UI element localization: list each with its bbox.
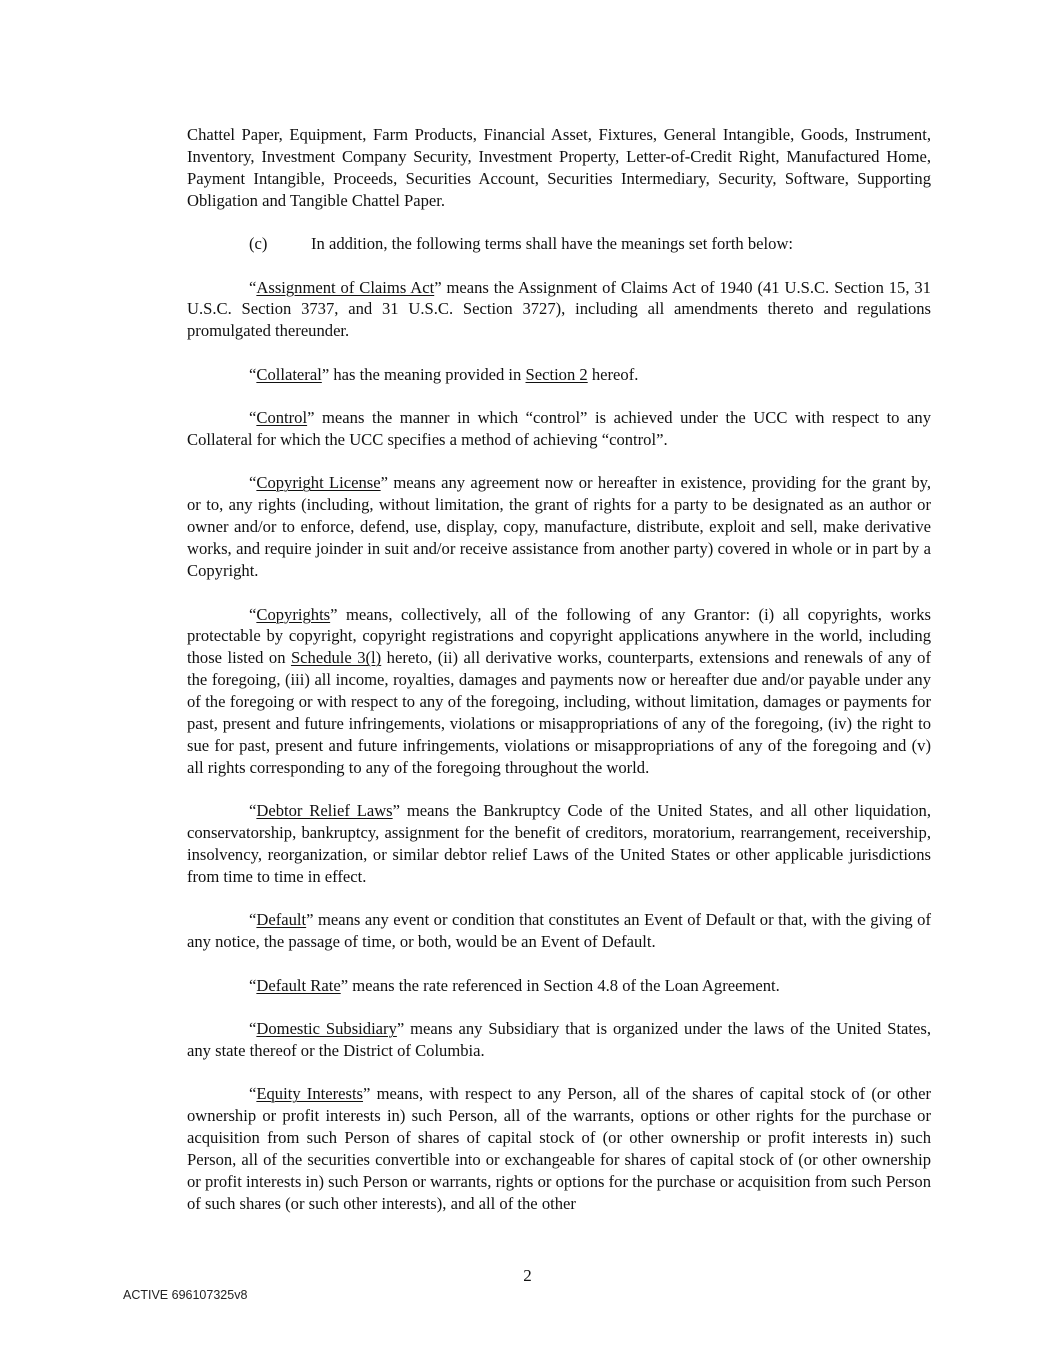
defined-term: Copyright License [256,473,381,493]
open-quote: “ [249,473,257,493]
defined-term: Collateral [256,364,322,384]
definition-debtor-relief-laws [187,800,931,888]
clause-c [249,233,931,255]
definition-text: ” has the meaning provided in [321,364,526,384]
defined-term: Default Rate [256,975,341,995]
definition-text: ” means, collectively, all of the following of any Grantor: (i) all copyrights, works protectable by copyright, copyright registrations and copyright applications anywhere in the world, including those listed on [187,604,931,668]
open-quote: “ [249,1084,257,1104]
defined-term: Domestic Subsidiary [256,1019,397,1039]
intro-text: Chattel Paper, Equipment, Farm Products, Financial Asset, Fixtures, General Intangible, Goods, Instrument, Inventory, Investment Company Security, Investment Property, Letter-of-Credit Right, Manufactured Home, Payment Intangible, Proceeds, Securities Account, Securities Intermediary, Security, Software, Supporting Obligation and Tangible Chattel Paper. [187,125,931,210]
open-quote: “ [249,910,257,930]
definition-text: ” means the rate referenced in Section 4.8 of the Loan Agreement. [340,975,780,995]
open-quote: “ [249,604,257,624]
defined-term: Copyrights [256,604,331,624]
intro-paragraph [187,124,931,212]
open-quote: “ [249,1019,257,1039]
definition-domestic-subsidiary [187,1018,931,1062]
definition-copyright-license [187,472,931,582]
definition-text: ” means any Subsidiary that is organized under the laws of the United States, any state thereof or the District of Columbia. [187,1019,931,1060]
defined-term: Equity Interests [256,1084,364,1104]
definition-control [187,407,931,451]
defined-term: Assignment of Claims Act [256,277,435,297]
definition-text-end: hereto, (ii) all derivative works, counterparts, extensions and renewals of any of the foregoing, (iii) all income, royalties, damages and payments now or hereafter due and/or payable under any of the foregoing or with respect to any of the foregoing, including, without limitation, damages or payments for past, present and future infringements, violations or misappropriations of any of the foregoing, (iv) the right to sue for past, present and future infringements, violations or misappropriations of any of the foregoing and (v) all rights corresponding to any of the foregoing throughout the world. [187,648,931,777]
open-quote: “ [249,408,257,428]
clause-c-text: In addition, the following terms shall have the meanings set forth below: [311,234,794,254]
defined-term: Debtor Relief Laws [256,801,393,821]
defined-term: Default [256,910,307,930]
definition-text: ” means any event or condition that constitutes an Event of Default or that, with the giving of any notice, the passage of time, or both, would be an Event of Default. [187,910,931,952]
definition-default [187,909,931,953]
definition-text: ” means the Assignment of Claims Act of 1940 (41 U.S.C. Section 15, 31 U.S.C. Section 3737, and 31 U.S.C. Section 3727), including all amendments thereto and regulations promulgated thereunder. [187,277,931,341]
document-body [187,124,931,1236]
document-id: ACTIVE 696107325v8 [123,1288,248,1302]
definition-text-end: hereof. [587,364,639,384]
definition-assignment-of-claims-act [187,277,931,343]
definition-default-rate [187,975,931,997]
schedule-reference: Schedule 3(l) [290,648,382,668]
definition-text: ” means, with respect to any Person, all of the shares of capital stock of (or other ownership or profit interests in) such Person, all of the warrants, options or other rights for the purchase or acquisition from such Person of shares of capital stock of (or other ownership or profit interests in) such Person, all of the securities convertible into or exchangeable for shares of capital stock of (or other ownership or profit interests in) such Person or warrants, rights or options for the purchase or acquisition from such Person of such shares (or such other interests), and all of the other [187,1084,931,1213]
section-reference: Section 2 [525,364,588,384]
open-quote: “ [249,364,257,384]
definition-collateral [187,364,931,386]
definition-equity-interests [187,1083,931,1214]
definition-copyrights [187,604,931,779]
clause-c-label: (c) [249,234,268,254]
definition-text: ” means any agreement now or hereafter in existence, providing for the grant by, or to, any rights (including, without limitation, the grant of rights for a party to be designated as an author or owner and/or to enforce, defend, use, display, copy, manufacture, distribute, exploit and sell, make derivative works, and require joinder in suit and/or receive assistance from another party) covered in whole or in part by a Copyright. [187,473,931,581]
open-quote: “ [249,975,257,995]
definition-text: ” means the Bankruptcy Code of the United States, and all other liquidation, conservatorship, bankruptcy, assignment for the benefit of creditors, moratorium, rearrangement, receivership, insolvency, reorganization, or similar debtor relief Laws of the United States or other applicable jurisdictions from time to time in effect. [187,801,931,886]
open-quote: “ [249,277,257,297]
definition-text: ” means the manner in which “control” is achieved under the UCC with respect to any Collateral for which the UCC specifies a method of achieving “control”. [187,408,931,450]
page-number: 2 [523,1266,532,1285]
defined-term: Control [256,408,308,428]
open-quote: “ [249,801,257,821]
